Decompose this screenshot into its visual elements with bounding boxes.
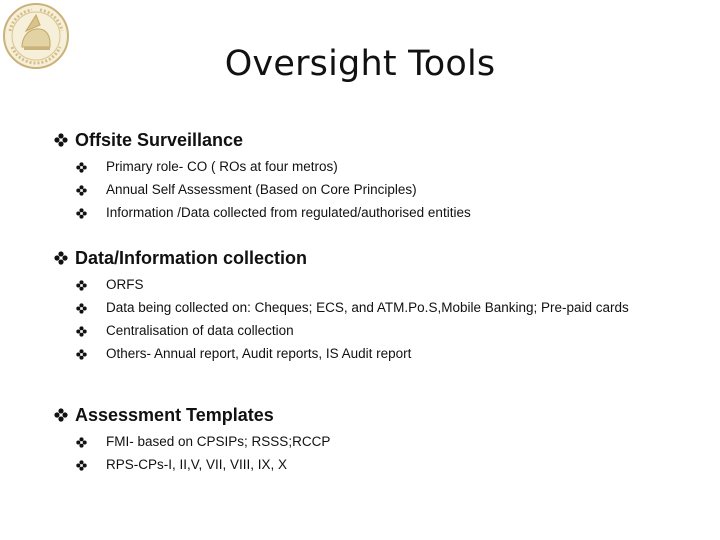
diamond-bullet-icon bbox=[54, 434, 106, 450]
list-item bbox=[54, 159, 694, 175]
list-item-text: Centralisation of data collection bbox=[106, 323, 294, 338]
diamond-bullet-icon bbox=[54, 182, 106, 198]
list-item bbox=[54, 182, 694, 198]
list-item bbox=[54, 434, 694, 450]
diamond-bullet-icon bbox=[54, 277, 106, 293]
list-item bbox=[54, 300, 694, 316]
list-item-text: FMI- based on CPSIPs; RSSS;RCCP bbox=[106, 434, 331, 449]
diamond-bullet-icon bbox=[54, 159, 106, 175]
list-item bbox=[54, 277, 694, 293]
list-item bbox=[54, 323, 694, 339]
diamond-bullet-icon bbox=[54, 300, 106, 316]
list-item-text: Data being collected on: Cheques; ECS, and ATM.Po.S,Mobile Banking; Pre-paid cards bbox=[106, 300, 629, 315]
list-item bbox=[54, 346, 694, 362]
diamond-bullet-icon bbox=[54, 205, 106, 221]
section-heading-label: Offsite Surveillance bbox=[75, 129, 244, 150]
list-item-text: ORFS bbox=[106, 277, 144, 292]
list-item-text: Primary role- CO ( ROs at four metros) bbox=[106, 159, 338, 174]
diamond-bullet-icon bbox=[54, 408, 75, 422]
section-heading-label: Assessment Templates bbox=[75, 404, 274, 425]
section-offsite-surveillance bbox=[54, 128, 694, 221]
section-assessment-templates bbox=[54, 403, 694, 473]
list-item bbox=[54, 205, 694, 221]
section-heading bbox=[54, 403, 694, 427]
diamond-bullet-icon bbox=[54, 133, 75, 147]
list-item bbox=[54, 457, 694, 473]
section-heading bbox=[54, 128, 694, 152]
list-item-text: Information /Data collected from regulated/authorised entities bbox=[106, 205, 471, 220]
diamond-bullet-icon bbox=[54, 251, 75, 265]
list-item-text: Annual Self Assessment (Based on Core Principles) bbox=[106, 182, 417, 197]
section-data-information-collection bbox=[54, 246, 694, 362]
section-heading bbox=[54, 246, 694, 270]
diamond-bullet-icon bbox=[54, 457, 106, 473]
diamond-bullet-icon bbox=[54, 323, 106, 339]
bullet-list bbox=[54, 159, 694, 221]
bullet-list bbox=[54, 277, 694, 362]
section-heading-label: Data/Information collection bbox=[75, 247, 308, 268]
diamond-bullet-icon bbox=[54, 346, 106, 362]
list-item-text: Others- Annual report, Audit reports, IS Audit report bbox=[106, 346, 412, 361]
list-item-text: RPS-CPs-I, II,V, VII, VIII, IX, X bbox=[106, 457, 288, 472]
slide-title: Oversight Tools bbox=[224, 44, 496, 84]
bullet-list bbox=[54, 434, 694, 473]
